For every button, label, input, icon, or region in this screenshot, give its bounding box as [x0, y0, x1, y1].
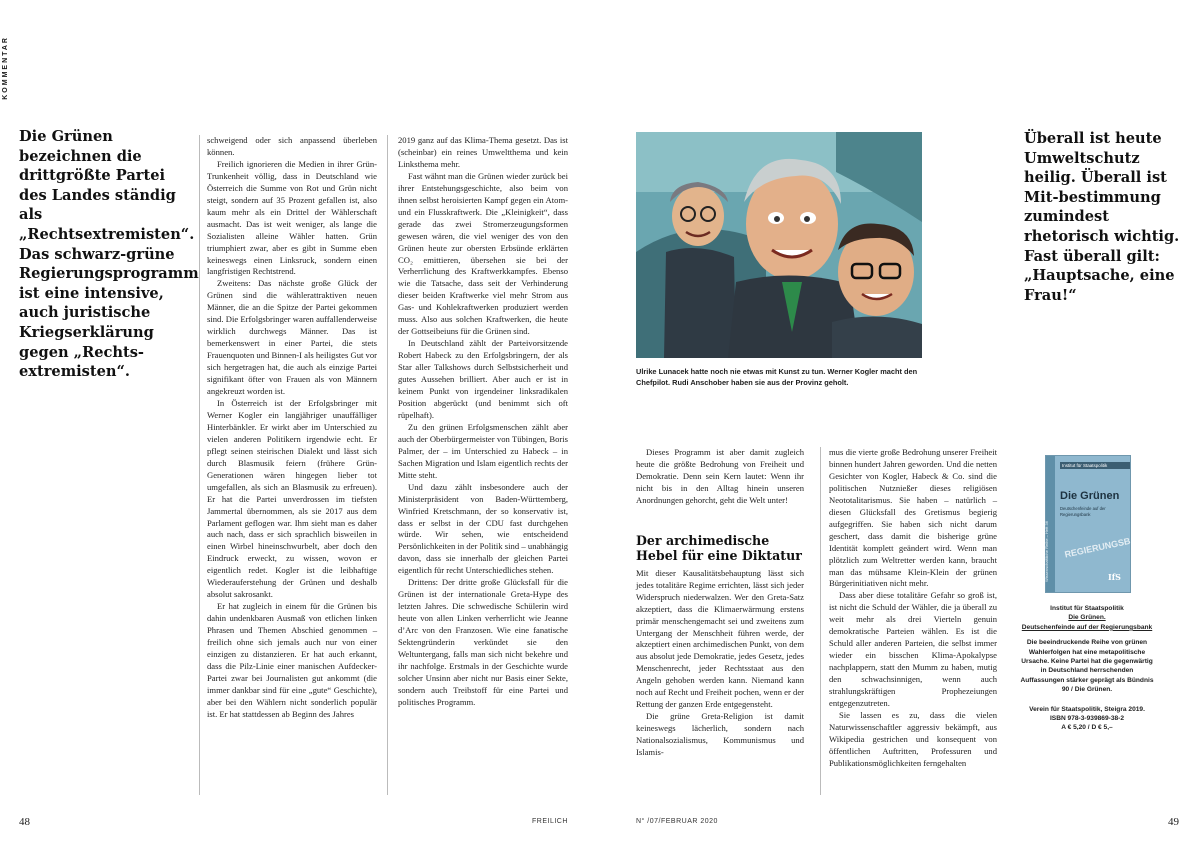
- illustration-caricature: [636, 132, 922, 358]
- book-spine-label: Wissenschaftliche Reihe – Heft 36: [1044, 521, 1049, 582]
- book-spine: [1046, 456, 1055, 592]
- book-ad-text: [1020, 604, 1154, 733]
- image-caption: Ulrike Lunacek hatte noch nie etwas mit Kunst zu tun. Werner Kogler macht den Chefpilot. Rudi Anschober haben sie aus der Provinz geholt.: [636, 367, 918, 387]
- paragraph: Sie lassen es zu, dass die vielen Naturwissenschaftler aggressiv bekämpft, aus Wikipedia gestrichen und konsequent von öffentlichen Auftritten, Professuren und Publikationsmöglichkeiten ferngehalten: [829, 709, 997, 768]
- ad-title-link[interactable]: Die Grünen.: [1068, 614, 1106, 622]
- article-column-2: [398, 135, 568, 709]
- article-column-1: [207, 135, 377, 721]
- paragraph: Dieses Programm ist aber damit zugleich heute die größte Bedrohung von Freiheit und Demokratie. Denn sein Kern lautet: Wenn ihr nicht bis in den Alltag hinein unseren Anordnungen gehorcht, geht die Welt unter!: [636, 447, 804, 505]
- paragraph: Fast wähnt man die Grünen wieder zurück bei ihrer Entstehungsgeschichte, also beim von ihnen selbst heroisierten Kampf gegen ein Atom- und ein Flusskraftwerk. Die „Kleinigkeit“, dass gerade das zwei Stromerzeugungsformen gewesen wären, die viel weniger des von den Grünen heute zur obersten Erbsünde erklärten CO₂ emittieren, übersehen sie bei der Verherrlichung des Kraftwerkkampfes. Ebenso wie die Tatsache, dass seit der Verhinderung dieser beiden Kraftwerke viel mehr Strom aus Gas- und Kohlekraftwerken produziert werden muss. Also aus solchen Kraftwerken, die heute der Gottseibeiuns für die Grünen sind.: [398, 170, 568, 337]
- paragraph: Dass aber diese totalitäre Gefahr so groß ist, ist nicht die Schuld der Wähler, die ja überall zu weit mehr als drei Vierteln genuin demokratische Parteien wählen. Es ist die Schuld aller anderen Parteien, die selbst immer wieder ein bisschen Klima-Apokalypse nachplappern, statt den Mumm zu haben, mutig den schwachsinnigen, wenn auch strahlungskräftigen Prophezeiungen entgegenzutreten.: [829, 590, 997, 709]
- ad-price: A € 5,20 / D € 5,–: [1061, 724, 1113, 732]
- book-subtitle: Deutschenfeinde auf der Regierungsbank: [1060, 506, 1106, 517]
- paragraph: Er hat zugleich in einem für die Grünen bis dahin undenkbaren Ausmaß von etlichen linken Phrasen und Themen Abschied genommen – freilich ohne sich jemals auch nur von einer einzigen zu distanzieren. Er hat auch erkannt, dass die Pilz-Linie einer manischen Aufdecker-Partei zwar bei Journalisten gut ankommt (die immer dankbar sind für eine „gute“ Geschichte), aber bei den Wählern nicht sonderlich populär ist. Er hat stattdessen ab Beginn des Jahres: [207, 601, 377, 719]
- ad-isbn: ISBN 978-3-939869-38-2: [1049, 715, 1125, 723]
- column-rule: [199, 135, 200, 795]
- paragraph: Freilich ignorieren die Medien in ihrer Grün-Trunkenheit völlig, dass in Deutschland wie Österreich die Summe von Rot und Grün nicht steigt, sondern auf 35 Prozent gefallen ist, also kaum mehr als ein Drittel der Wählerschaft ausmacht. Das ist weit weniger, als lange die Sozialisten alleine Wähler hatten. Grün triumphiert zwar, aber es gibt in Summe eben keineswegs einen Linksruck, sondern einen langfristigen Rechtstrend.: [207, 158, 377, 277]
- ad-blurb: Die beeindruckende Reihe von grünen Wahlerfolgen hat eine metapolitische Ursache. Keine Partei hat die gegenwärtig in Deutschland herrschenden Auffassungen stärker geprägt als Bündnis 90 / Die Grünen.: [1020, 639, 1154, 694]
- paragraph: Die grüne Greta-Religion ist damit keineswegs lächerlich, sondern nach Nationalsozialismus, Kommunismus und Islamis-: [636, 711, 804, 758]
- book-cover[interactable]: [1044, 455, 1151, 593]
- article-column-4: [829, 447, 997, 770]
- paragraph: schweigend oder sich anpassend überleben können.: [207, 135, 377, 157]
- column-rule: [820, 447, 821, 795]
- issue-label: N° /07/FEBRUAR 2020: [636, 818, 718, 825]
- paragraph: Zweitens: Das nächste große Glück der Grünen sind die wählerattraktiven neuen Männer, die an die Spitze der Partei gekommen sind. Die Erfolgsbringer waren auffallenderweise wirklich durchwegs Männer. Das ist bemerkenswert in einer Partei, die stets Frauenquoten und Binnen-I als heiligstes Gut vor sich hergetragen hat, die auch als einzige Partei signifikant öfter von Frauen als von Männern angekreuzt worden ist.: [207, 278, 377, 397]
- paragraph: In Deutschland zählt der Parteivorsitzende Robert Habeck zu den Erfolgsbringern, der als Star aller Talkshows durch Selbstsicherheit und gutes Aussehen brilliert. Aber auch er ist in keinem Punkt von irgendeiner linksradikalen Position abgerückt (und benimmt sich oft rüpelhaft).: [398, 338, 568, 420]
- section-kicker: KOMMENTAR: [2, 36, 9, 100]
- caricature-image: [636, 132, 922, 358]
- pull-quote-left: Die Grünen bezeichnen die drittgrößte Partei des Landes ständig als „Rechtsextremisten“. Das schwarz-grüne Regierungsprogramm ist eine intensive, auch juristische Kriegserklärung gegen „Rechts-extremisten“.: [19, 128, 199, 381]
- paragraph: mus die vierte große Bedrohung unserer Freiheit binnen hundert Jahren geworden. Und die netten Gesichter von Kogler, Habeck & Co. sind die politischen Nutznießer dieses religiösen Neototalitarismus. Sie haben – natürlich – diesen Glücksfall des Gretismus begierig aufgegriffen. Sie haben sich nicht darum geschert, dass damit die bisherige grüne Identität komplett geändert wird. Wenn man plötzlich zum Weltretter werden kann, braucht man das mühsame Klein-Klein der grünen Bürgerinitiativen nicht mehr.: [829, 447, 997, 589]
- paragraph: Zu den grünen Erfolgsmenschen zählt aber auch der Oberbürgermeister von Tübingen, Boris Palmer, der – im Unterschied zu Habeck – in Sachen Migration und Islam eigentlich rechts der Mitte steht.: [398, 421, 568, 480]
- paragraph: Und dazu zählt insbesondere auch der Ministerpräsident von Baden-Württemberg, Winfried Kretschmann, der so konservativ ist, dass er selbst in der CDU fast durchgehen würde. Wir sehen, wie entscheidend Persönlichkeiten in der Politik sind – unabhängig davon, dass sie innerhalb der gleichen Partei eigentlich für recht Unterschiedliches stehen.: [398, 481, 568, 576]
- magazine-name: FREILICH: [532, 818, 568, 825]
- ad-subtitle-link[interactable]: Deutschenfeinde auf der Regierungsbank: [1021, 623, 1153, 631]
- paragraph: Mit dieser Kausalitätsbehauptung lässt sich jedes totalitäre Regime errichten, lässt sich jeder Widerspruch niederwalzen. Wer den Greta-Satz akzeptiert, dass die Klimaerwärmung erstens primär menschengemacht sei und zweitens zum Untergang der Menschheit führen werde, der akzeptiert einen archimedischen Punkt, von dem aus absolut jede Demokratie, jedes Gesetz, jedes Menschenrecht, jeder Rechtsstaat aus den Angeln gehoben werden kann. Niemand kann noch auf Recht und Freiheit pochen, wenn er der Rettung der ganzen Erde entgegensteht.: [636, 567, 804, 710]
- paragraph: In Österreich ist der Erfolgsbringer mit Werner Kogler ein langjähriger unauffälliger Hinterbänkler. Er wirkt aber im Unterschied zu vielen anderen Politikern irgendwie echt. Er pflegt seinen steirischen Dialekt und lässt sich durch Blasmusik feiern (frühere Grün-Generationen wären hingegen lieber tot umgefallen, als sich an Blasmusik zu erfreuen). Er hat die Partei unverdrossen im tiefsten Jammertal übernommen, als sie 2017 aus dem Parlament geflogen war. Ihm sieht man es daher auch nach, dass er sich sprachlich bisweilen in einen Wirbel hineinschwurbelt, aber doch den Eindruck erweckt, zu wissen, wovon er eigentlich redet. Kogler ist die leibhaftige Wiederauferstehung der Grünen und deshalb absolut sakrosankt.: [207, 397, 377, 600]
- book-title: Die Grünen: [1060, 490, 1120, 502]
- pull-quote-right: Überall ist heute Umweltschutz heilig. Überall ist Mit-bestimmung zumindest rhetorisch wichtig. Fast überall gilt: „Hauptsache, eine Frau!“: [1024, 130, 1180, 304]
- ad-imprint: Verein für Staatspolitik, Steigra 2019.: [1029, 705, 1145, 713]
- book-stamp-graphic: REGIERUNGSBANK: [1063, 531, 1151, 560]
- page-number-right: 49: [1168, 816, 1179, 828]
- paragraph: 2019 ganz auf das Klima-Thema gesetzt. Das ist (scheinbar) ein reines Umweltthema und kein Linksthema mehr.: [398, 135, 568, 169]
- subheading: Der archimedische Hebel für eine Diktatur: [636, 532, 802, 563]
- column-rule: [387, 135, 388, 795]
- page-number-left: 48: [19, 816, 30, 828]
- ad-publisher: Institut für Staatspolitik: [1050, 605, 1124, 612]
- book-series: Institut für Staatspolitik: [1060, 462, 1130, 469]
- article-column-3: [636, 447, 804, 759]
- paragraph: Drittens: Der dritte große Glücksfall für die Grünen ist der internationale Greta-Hype des letzten Jahres. Die schwedische Schülerin wird heute von allen Linken verherrlicht wie Jeanne d’Arc von den Franzosen. Wie eine fanatische Sektengründerin verkündet sie den Weltuntergang, falls man sich nicht bekehre und ihr nachfolge. Erstmals in der Geschichte wurde solcher Unsinn aber nicht nur Basis einer Sekte, sondern auch Treibstoff für eine Partei und politisches Programm.: [398, 577, 568, 707]
- book-logo: IfS: [1108, 572, 1121, 582]
